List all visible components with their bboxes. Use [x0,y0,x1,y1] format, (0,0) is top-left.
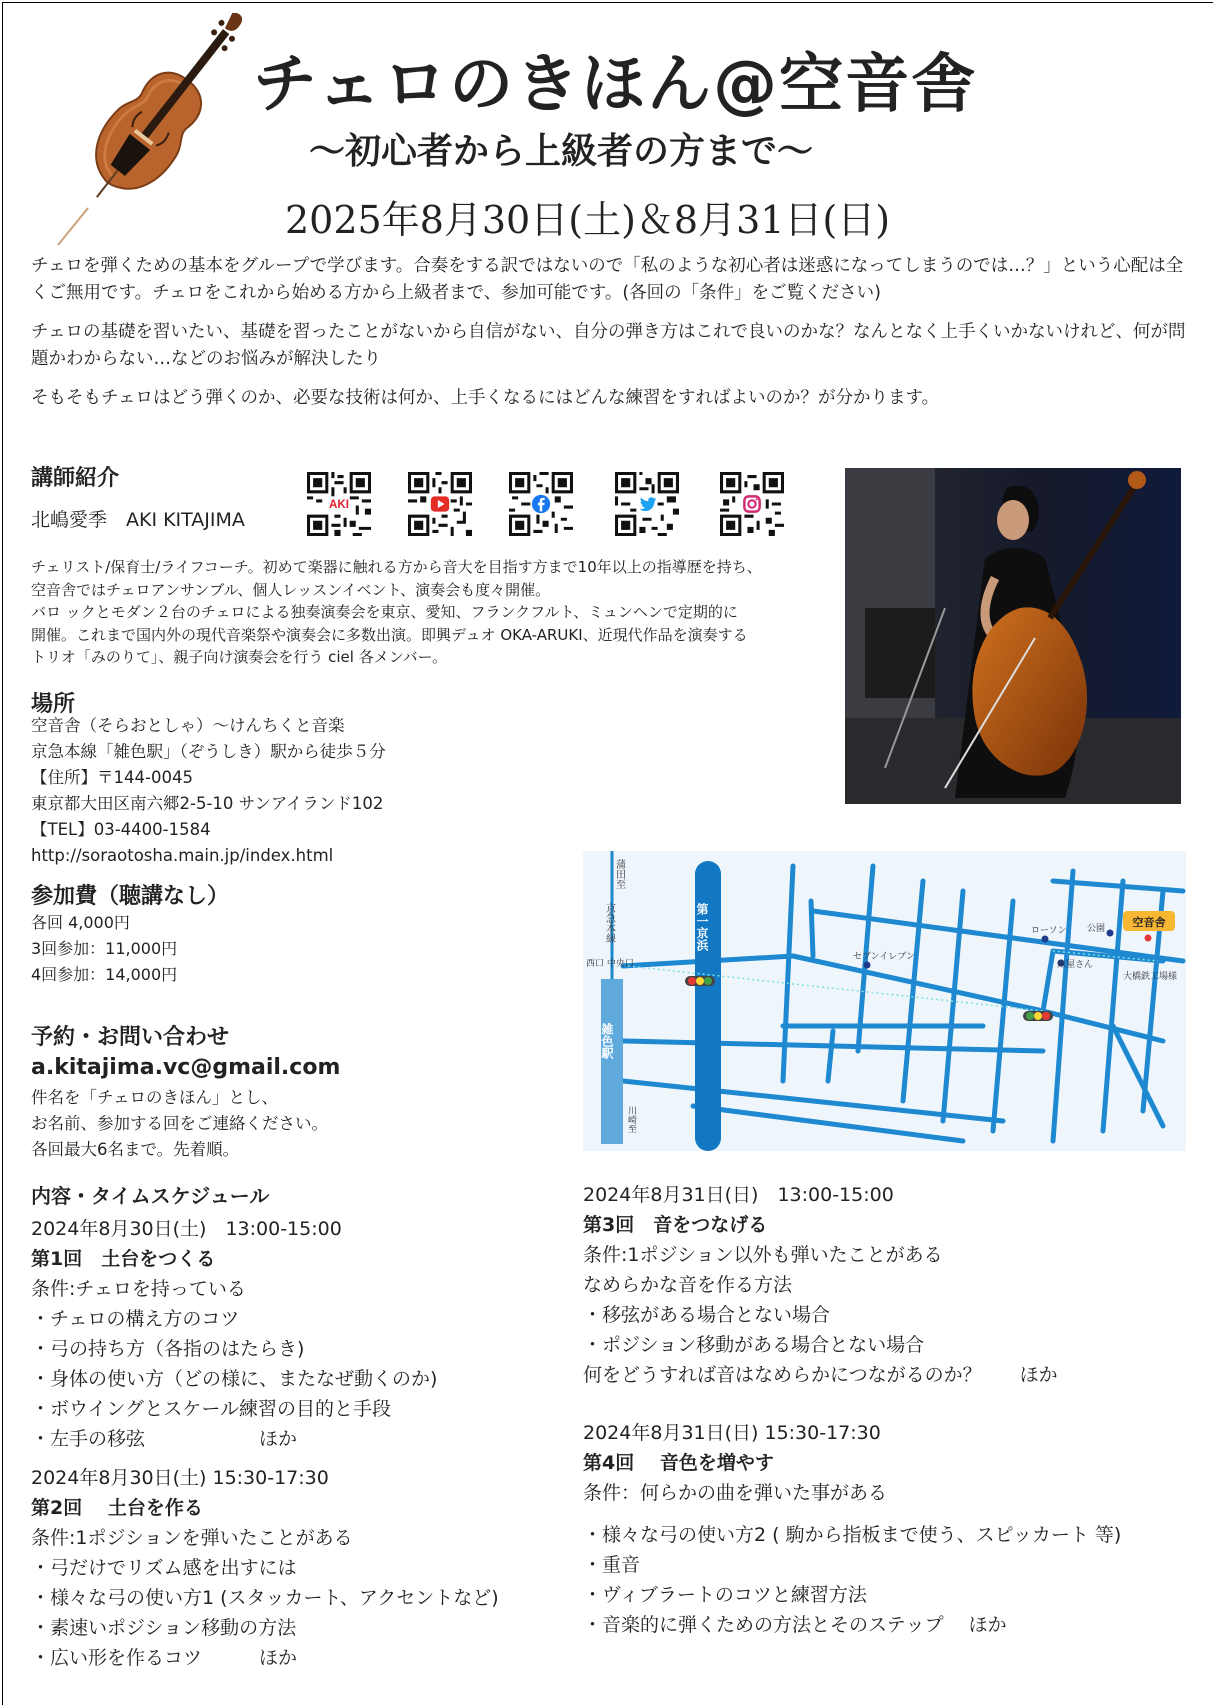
svg-text:公園: 公園 [1087,924,1106,934]
intro-paragraph-3: そもそもチェロはどう弾くのか、必要な技術は何か、上手くなるにはどんな練習をすればよいのか？が分かります。 [31,388,940,408]
qr-code-youtube[interactable] [408,472,472,536]
svg-text:蒲田至: 蒲田至 [613,859,625,889]
venue-address: 東京都大田区南六郷2-5-10 サンアイランド102 [31,794,384,813]
svg-text:空音舎: 空音舎 [1132,916,1166,929]
contact-notes [31,1085,328,1163]
traffic-light-icon [685,976,715,986]
venue-heading: 場所 [31,692,76,717]
session-item: ・音楽的に弾くための方法とそのステップ ほか [583,1614,1007,1636]
svg-text:床屋さん: 床屋さん [1057,960,1094,970]
qr-code-twitter[interactable] [615,472,679,536]
store-dot-icon [1042,936,1049,943]
instructor-bio [31,556,821,669]
session-item: ・ポジション移動がある場合とない場合 [583,1334,925,1356]
qr-code-aki[interactable] [307,472,371,536]
session-item: ・様々な弓の使い方1 (スタッカート、アクセントなど) [31,1587,499,1609]
fee-item: 3回参加：11,000円 [31,939,178,958]
session-3 [583,1180,1058,1390]
session-date: 2024年8月31日(日) 15:30-17:30 [583,1422,881,1444]
svg-text:AKI: AKI [329,498,349,511]
qr-facebook-icon [509,472,573,536]
venue-postal: 【住所】〒144-0045 [31,768,193,787]
session-date: 2024年8月31日(日) 13:00-15:00 [583,1184,894,1206]
page-title: チェロのきほん@空音舎 [253,48,978,122]
session-item: ・弓の持ち方（各指のはたらき) [31,1338,305,1360]
page-subtitle: 〜初心者から上級者の方まで〜 [309,131,814,172]
fee-list [31,910,177,988]
event-dates: 2025年8月30日(土)＆8月31日(日) [285,198,891,242]
session-date: 2024年8月30日(土) 13:00-15:00 [31,1218,342,1240]
session-date: 2024年8月30日(土) 15:30-17:30 [31,1467,329,1489]
qr-code-instagram[interactable] [720,472,784,536]
session-title: 第3回 音をつなげる [583,1214,768,1236]
store-dot-icon [864,962,871,969]
instructor-heading: 講師紹介 [31,466,120,491]
store-dot-icon [1145,935,1152,942]
contact-email[interactable]: a.kitajima.vc@gmail.com [31,1055,341,1080]
qr-youtube-icon [408,472,472,536]
svg-text:セブンイレブン: セブンイレブン [853,952,915,962]
instructor-name: 北嶋愛季 AKI KITAJIMA [31,509,245,531]
session-item: ・弓だけでリズム感を出すには [31,1557,297,1579]
session-item: ・素速いポジション移動の方法 [31,1617,297,1639]
session-condition: 条件:1ポジション以外も弾いたことがある [583,1244,943,1266]
session-condition: 条件:1ポジションを弾いたことがある [31,1527,353,1549]
bio-line: 空音舎ではチェロアンサンブル、個人レッスンイベント、演奏会も度々開催。 [31,580,551,599]
svg-text:雑色駅: 雑色駅 [600,1023,614,1059]
session-1 [31,1214,437,1454]
fee-item: 各回 4,000円 [31,913,130,932]
venue-tel: 【TEL】03-4400-1584 [31,820,211,839]
session-item: ・広い形を作るコツ ほか [31,1647,298,1669]
bio-line: トリオ「みのりて」、親子向け演奏会を行う ciel 各メンバー。 [31,648,448,666]
session-condition: 条件:チェロを持っている [31,1278,246,1300]
schedule-heading: 内容・タイムスケジュール [31,1184,270,1208]
contact-heading: 予約・お問い合わせ [31,1025,230,1050]
svg-text:川崎至: 川崎至 [626,1106,636,1133]
svg-text:西口 中央口: 西口 中央口 [586,959,634,969]
bio-line: チェリスト/保育士/ライフコーチ。初めて楽器に触れる方から音大を目指す方まで10年以上の指導歴を持ち、 [31,558,762,576]
intro-paragraph-2: チェロの基礎を習いたい、基礎を習ったことがないから自信がない、自分の弾き方はこれで良いのかな？なんとなく上手くいかないけれど、何が問題かわからない…などのお悩みが解決したり [31,322,1186,369]
traffic-light-icon [1023,1011,1053,1021]
svg-text:第一京浜: 第一京浜 [695,903,709,951]
venue-name: 空音舎（そらおとしゃ）〜けんちくと音楽 [31,716,345,735]
qr-twitter-icon [615,472,679,536]
bio-line: 開催。これまで国内外の現代音楽祭や演奏会に多数出演。即興デュオ OKA-ARUKI、近現代作品を演奏する [31,625,748,644]
session-condition: 条件：何らかの曲を弾いた事がある [583,1482,888,1504]
fee-heading: 参加費（聴講なし） [31,884,230,909]
contact-note: お名前、参加する回をご連絡ください。 [31,1114,328,1133]
qr-aki-icon [307,472,371,536]
session-title: 第1回 土台をつくる [31,1248,216,1270]
cello-illustration [48,13,248,253]
venue-access: 京急本線「雑色駅」（ぞうしき）駅から徒歩５分 [31,742,386,761]
svg-text:京急本線: 京急本線 [603,903,615,943]
session-item: ・ボウイングとスケール練習の目的と手段 [31,1398,392,1420]
instructor-photo [845,468,1181,804]
session-item: ・様々な弓の使い方2 ( 駒から指板まで使う、スピッカート 等) [583,1524,1122,1546]
access-map [583,851,1186,1151]
session-4 [583,1418,1121,1640]
contact-note: 各回最大6名まで。先着順。 [31,1140,240,1159]
intro-paragraph-1: チェロを弾くための基本をグループで学びます。合奏をする訳ではないので「私のような初心者は迷惑になってしまうのでは…？」という心配は全くご無用です。チェロをこれから始める方から上級者まで、参加可能です。(各回の「条件」をご覧ください) [31,256,1184,303]
session-item: ・チェロの構え方のコツ [31,1308,240,1330]
svg-text:ローソン: ローソン [1031,926,1067,936]
session-item: なめらかな音を作る方法 [583,1274,793,1296]
qr-code-facebook[interactable] [509,472,573,536]
session-item: 何をどうすれば音はなめらかにつながるのか？ ほか [583,1364,1058,1386]
session-2 [31,1463,499,1673]
svg-text:大橋鉄工場様: 大橋鉄工場様 [1123,972,1178,982]
session-item: ・移弦がある場合とない場合 [583,1304,831,1326]
contact-note: 件名を「チェロのきほん」とし、 [31,1088,279,1107]
flyer-page [2,2,1213,1705]
qr-instagram-icon [720,472,784,536]
session-item: ・身体の使い方（どの様に、またなぜ動くのか) [31,1368,438,1390]
session-item: ・左手の移弦 ほか [31,1428,298,1450]
store-dot-icon [1107,930,1114,937]
venue-url[interactable]: http://soraotosha.main.jp/index.html [31,846,334,865]
session-item: ・重音 [583,1554,641,1576]
session-title: 第4回 音色を増やす [583,1452,774,1474]
fee-item: 4回参加：14,000円 [31,965,178,984]
session-title: 第2回 土台を作る [31,1497,203,1519]
bio-line: バロ ックとモダン２台のチェロによる独奏演奏会を東京、愛知、フランクフルト、ミュンヘンで定期的に [31,603,738,621]
session-item: ・ヴィブラートのコツと練習方法 [583,1584,867,1606]
venue-info [31,713,386,869]
